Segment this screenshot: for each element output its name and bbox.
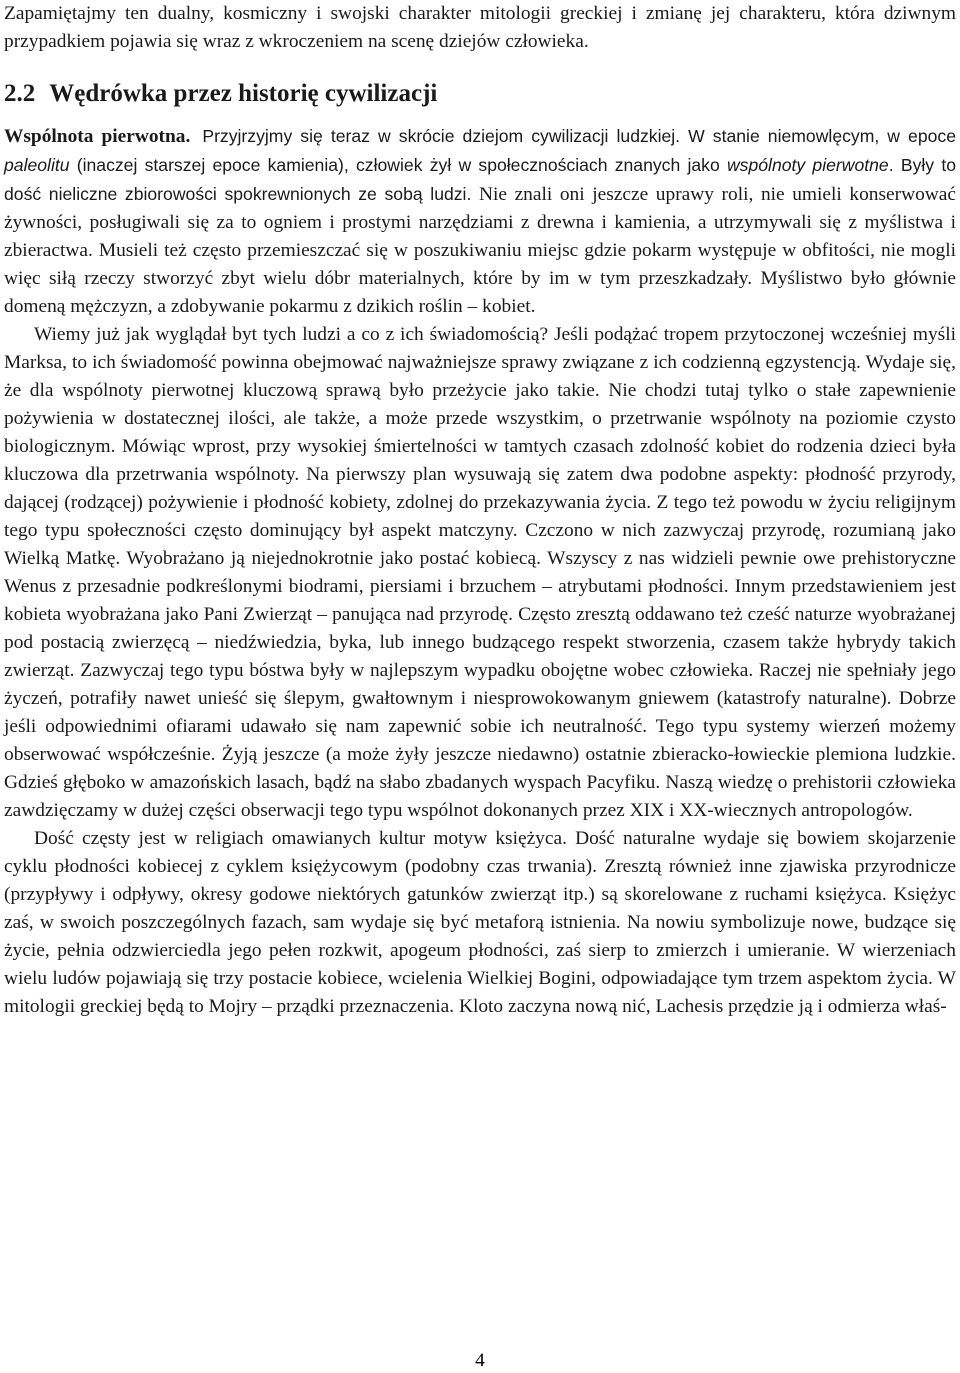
paragraph-ksiezyc: Dość częsty jest w religiach omawianych kultur motyw księżyca. Dość naturalne wydaje się bowiem skojarzenie cyklu płodności kobiecej z cyklem księżycowym (podobny czas trwania). Zresztą również inne zjawiska przyrodnicze (przypływy i odpływy, okresy godowe niektórych gatunków zwierząt itp.) są skorelowane z ruchami księżyca. Księżyc zaś, w swoich poszczególnych fazach, sam wydaje się być metaforą istnienia. Na nowiu symbolizuje nowe, budzące się życie, pełnia odzwierciedla jego pełen rozkwit, apogeum płodności, zaś sierp to zmierzch i umieranie. W wierzeniach wielu ludów pojawiają się trzy postacie kobiece, wcielenia Wielkiej Bogini, odpowiadające tym trzem aspektom życia. W mitologii greckiej będą to Mojry – prządki przeznaczenia. Kloto zaczyna nową nić, Lachesis przędzie ją i odmierza właś-	[4, 828, 956, 1017]
intro-paragraph: Zapamiętajmy ten dualny, kosmiczny i swojski charakter mitologii greckiej i zmianę jej charakteru, która dziwnym przypadkiem pojawia się wraz z wkroczeniem na scenę dziejów człowieka.	[4, 3, 956, 52]
paragraph-lead: Przyjrzyjmy się teraz w skrócie dziejom cywilizacji ludzkiej. W stanie niemowlęcym, w epoce	[202, 126, 956, 146]
page-number: 4	[475, 1350, 485, 1371]
paragraph-mid: (inaczej starszej epoce kamienia), człowiek żył w społecznościach znanych jako	[76, 155, 720, 175]
paragraph-body: Nie znali oni jeszcze uprawy roli, nie umieli konserwować żywności, posługiwali się za to ogniem i prostymi narzędziami z drewna i kamienia, a utrzymywali się z myślistwa i zbieractwa. Musieli też często przemieszczać się w poszukiwaniu miejsc gdzie pokarm występuje w obfitości, nie mogli więc siłą rzeczy stworzyć zbyt wielu dóbr materialnych, które by im w tym przeszkadzały. Myślistwo było głównie domeną mężczyzn, a zdobywanie pokarmu z dzikich roślin – kobiet.	[4, 184, 956, 317]
run-in-heading: Wspólnota pierwotna.	[4, 126, 191, 147]
paragraph-tail: . Były to dość nieliczne zbiorowości spokrewnionych ze sobą ludzi.	[4, 155, 956, 204]
section-title: Wędrówka przez historię cywilizacji	[49, 80, 438, 107]
emphasis-paleolit: paleolitu	[4, 155, 70, 175]
paragraph-swiadomosc: Wiemy już jak wyglądał byt tych ludzi a co z ich świadomością? Jeśli podążać tropem przytoczonej wcześniej myśli Marksa, to ich świadomość powinna obejmować najważniejsze sprawy związane z ich codzienną egzystencją. Wydaje się, że dla wspólnoty pierwotnej kluczową sprawą było przeżycie jako takie. Nie chodzi tutaj tylko o stałe zapewnienie pożywienia w dostatecznej ilości, ale także, a może przede wszystkim, o przetrwanie wspólnoty na poziomie czysto biologicznym. Mówiąc wprost, przy wysokiej śmiertelności w tamtych czasach zdolność kobiet do rodzenia dzieci była kluczowa dla przetrwania wspólnoty. Na pierwszy plan wysuwają się zatem dwa podobne aspekty: płodność przyrody, dającej (rodzącej) pożywienie i płodność kobiety, zdolnej do przekazywania życia. Z tego też powodu w życiu religijnym tego typu społeczności często dominujący był aspekt matczyny. Czczono w nich zazwyczaj przyrodę, rozumianą jako Wielką Matkę. Wyobrażano ją niejednokrotnie jako postać kobiecą. Wszyscy z nas widzieli pewnie owe prehistoryczne Wenus z przesadnie podkreślonymi biodrami, piersiami i brzuchem – atrybutami płodności. Innym przedstawieniem jest kobieta wyobrażana jako Pani Zwierząt – panująca nad przyrodę. Często zresztą oddawano też cześć naturze wyobrażanej pod postacią zwierzęcą – niedźwiedzia, byka, lub innego budzącego respekt stworzenia, czasem także hybrydy takich zwierząt. Zazwyczaj tego typu bóstwa były w najlepszym wypadku obojętne wobec człowieka. Raczej nie spełniały jego życzeń, potrafiły nawet unieść się ślepym, gwałtownym i niesprowokowanym gniewem (katastrofy naturalne). Dobrze jeśli odpowiednimi ofiarami udawało się nam zapewnić sobie ich neutralność. Tego typu systemy wierzeń możemy obserwować współcześnie. Żyją jeszcze (a może żyły jeszcze niedawno) ostatnie zbieracko-łowieckie plemiona ludzkie. Gdzieś głęboko w amazońskich lasach, bądź na słabo zbadanych wyspach Pacyfiku. Naszą wiedzę o prehistorii człowieka zawdzięczamy w dużej części obserwacji tego typu wspólnot dokonanych przez XIX i XX-wiecznych antropologów.	[4, 324, 956, 821]
document-page	[4, 0, 956, 1021]
section-number: 2.2	[4, 80, 36, 107]
emphasis-wspolnoty: wspólnoty pierwotne	[726, 155, 889, 175]
paragraph-wspolnota	[4, 122, 956, 321]
section-heading	[4, 78, 956, 110]
